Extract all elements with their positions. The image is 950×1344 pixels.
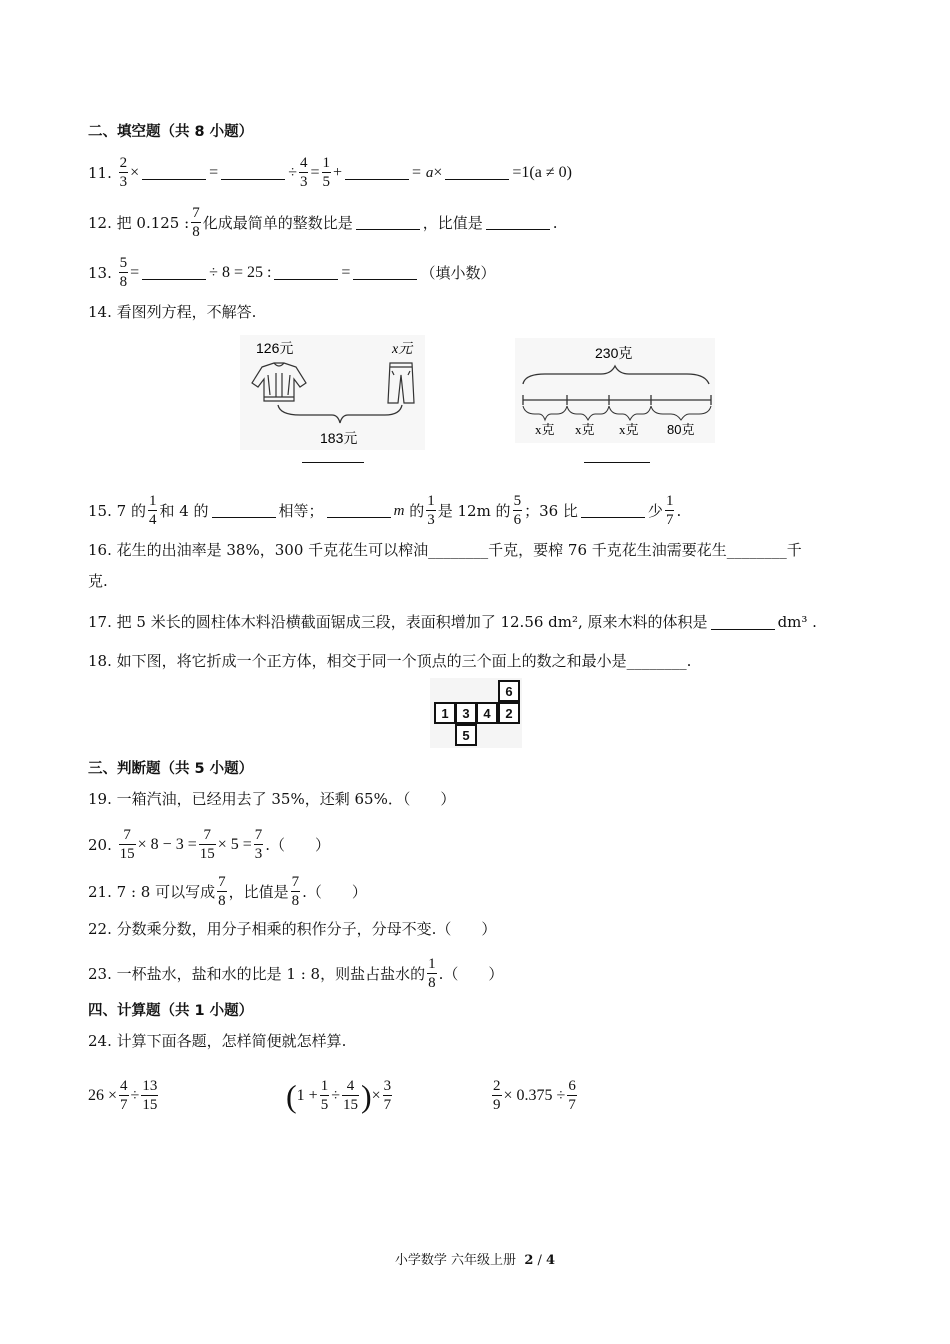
fraction-1-7: $\frac{1}{7}$ xyxy=(665,493,674,528)
question-13: 13. $\frac{5}{8}$ = ÷ 8 = 25 : = （填小数） xyxy=(88,255,496,290)
fraction-7-8: $\frac{7}{8}$ xyxy=(291,874,300,909)
section-title-fill-in: 二、填空题（共 8 小题） xyxy=(88,124,254,140)
answer-blank-fig2[interactable] xyxy=(584,462,650,463)
weight-bar-figure xyxy=(515,338,715,443)
q11-number: 11. xyxy=(88,163,112,182)
answer-blank[interactable] xyxy=(221,165,285,180)
fraction-13-15: $\frac{13}{15}$ xyxy=(142,1078,158,1113)
net-number-2: 2 xyxy=(505,706,513,721)
question-24: 24. 计算下面各题，怎样简便就怎样算. xyxy=(88,1032,347,1050)
fraction-1-3: $\frac{1}{3}$ xyxy=(427,493,435,528)
question-23: 23. 一杯盐水，盐和水的比是 1 : 8，则盐占盐水的 $\frac{1}{8}$ .（ ） xyxy=(88,956,504,991)
answer-blank[interactable] xyxy=(327,503,391,518)
question-17: 17. 把 5 米长的圆柱体木料沿横截面锯成三段，表面积增加了 12.56 dm², 原来木料的体积是 dm³ . xyxy=(88,613,817,631)
segment-x1-label: x克 xyxy=(535,422,555,437)
segment-x2-label: x克 xyxy=(575,422,595,437)
fraction-7-8: $\frac{7}{8}$ xyxy=(192,205,200,240)
fraction-7-15: $\frac{7}{15}$ xyxy=(119,827,135,862)
question-20: 20. $\frac{7}{15}$ × 8 − 3 = $\frac{7}{15}$ × 5 = $\frac{7}{3}$ .（ ） xyxy=(88,827,331,862)
answer-blank[interactable] xyxy=(345,165,409,180)
fraction-4-3: $\frac{4}{3}$ xyxy=(299,155,308,190)
section-title-true-false: 三、判断题（共 5 小题） xyxy=(88,761,254,777)
net-number-5: 5 xyxy=(462,728,470,743)
expression-2: ( 1 + $\frac{1}{5}$ ÷ $\frac{4}{15}$ ) × $\frac{3}{7}$ xyxy=(286,1077,392,1114)
section-title-calculation: 四、计算题（共 1 小题） xyxy=(88,1003,254,1019)
fraction-2-9: $\frac{2}{9}$ xyxy=(493,1078,501,1113)
question-16-cont: 克. xyxy=(88,572,108,590)
question-16: 16. 花生的出油率是 38%，300 千克花生可以榨油________千克，要榨 76 千克花生油需要花生________千 xyxy=(88,541,802,559)
fraction-1-5: $\frac{1}{5}$ xyxy=(322,155,331,190)
answer-blank[interactable] xyxy=(212,503,276,518)
question-22: 22. 分数乘分数，用分子相乘的积作分子，分母不变.（ ） xyxy=(88,920,497,938)
answer-blank[interactable] xyxy=(581,503,645,518)
sweater-price-label: 126元 xyxy=(256,340,294,356)
question-18: 18. 如下图，将它折成一个正方体，相交于同一个顶点的三个面上的数之和最小是________. xyxy=(88,652,692,670)
answer-blank[interactable] xyxy=(274,265,338,280)
fraction-2-3: $\frac{2}{3}$ xyxy=(119,155,128,190)
sweater-pants-figure xyxy=(240,335,425,450)
net-number-3: 3 xyxy=(462,706,470,721)
fraction-4-15: $\frac{4}{15}$ xyxy=(342,1078,358,1113)
answer-blank-fig1[interactable] xyxy=(302,462,364,463)
fraction-1-4: $\frac{1}{4}$ xyxy=(148,493,157,528)
answer-blank[interactable] xyxy=(486,215,550,230)
answer-blank[interactable] xyxy=(445,165,509,180)
total-price-label: 183元 xyxy=(320,430,358,446)
fraction-7-8: $\frac{7}{8}$ xyxy=(218,874,226,909)
expression-1: 26 × $\frac{4}{7}$ ÷ $\frac{13}{15}$ xyxy=(88,1078,158,1113)
fraction-7-15: $\frac{7}{15}$ xyxy=(199,827,215,862)
question-21: 21. 7 : 8 可以写成 $\frac{7}{8}$ ，比值是 $\frac{7}{8}$ .（ ） xyxy=(88,874,367,909)
question-15: 15. 7 的 $\frac{1}{4}$ 和 4 的 相等； m 的 $\frac{1}{3}$ 是 12 m 的 $\frac{5}{6}$ ；36 比 少 $\frac{1}{7}$ . xyxy=(88,493,682,528)
fraction-5-8: $\frac{5}{8}$ xyxy=(119,255,128,290)
page-footer: 小学数学 六年级上册 2 / 4 xyxy=(394,1253,556,1268)
total-weight-label: 230克 xyxy=(595,345,633,361)
answer-blank[interactable] xyxy=(711,615,775,630)
fraction-1-5: $\frac{1}{5}$ xyxy=(320,1078,329,1113)
fraction-7-3: $\frac{7}{3}$ xyxy=(254,827,263,862)
fraction-4-7: $\frac{4}{7}$ xyxy=(120,1078,128,1113)
expression-3: $\frac{2}{9}$ × 0.375 ÷ $\frac{6}{7}$ xyxy=(493,1078,576,1113)
segment-x3-label: x克 xyxy=(619,422,639,437)
net-number-1: 1 xyxy=(441,706,449,721)
question-11: 11. $\frac{2}{3}$ × = ÷ $\frac{4}{3}$ = $\frac{1}{5}$ + = a × = 1(a ≠ 0) xyxy=(88,155,572,190)
question-12: 12. 把 0.125 : $\frac{7}{8}$ 化成最简单的整数比是 ，比值是 . xyxy=(88,205,558,240)
fraction-6-7: $\frac{6}{7}$ xyxy=(568,1078,576,1113)
fraction-3-7: $\frac{3}{7}$ xyxy=(383,1078,392,1113)
segment-80-label: 80克 xyxy=(667,422,695,437)
answer-blank[interactable] xyxy=(142,265,206,280)
answer-blank[interactable] xyxy=(142,165,206,180)
fraction-1-8: $\frac{1}{8}$ xyxy=(428,956,436,991)
cube-net-figure xyxy=(430,678,522,748)
question-14: 14. 看图列方程，不解答. xyxy=(88,303,257,321)
question-19: 19. 一箱汽油，已经用去了 35%，还剩 65%．（ ） xyxy=(88,790,456,808)
net-number-4: 4 xyxy=(483,706,491,721)
pants-price-label: x元 xyxy=(392,342,413,357)
answer-blank[interactable] xyxy=(356,215,420,230)
net-number-6: 6 xyxy=(505,684,513,699)
answer-blank[interactable] xyxy=(353,265,417,280)
fraction-5-6: $\frac{5}{6}$ xyxy=(513,493,522,528)
